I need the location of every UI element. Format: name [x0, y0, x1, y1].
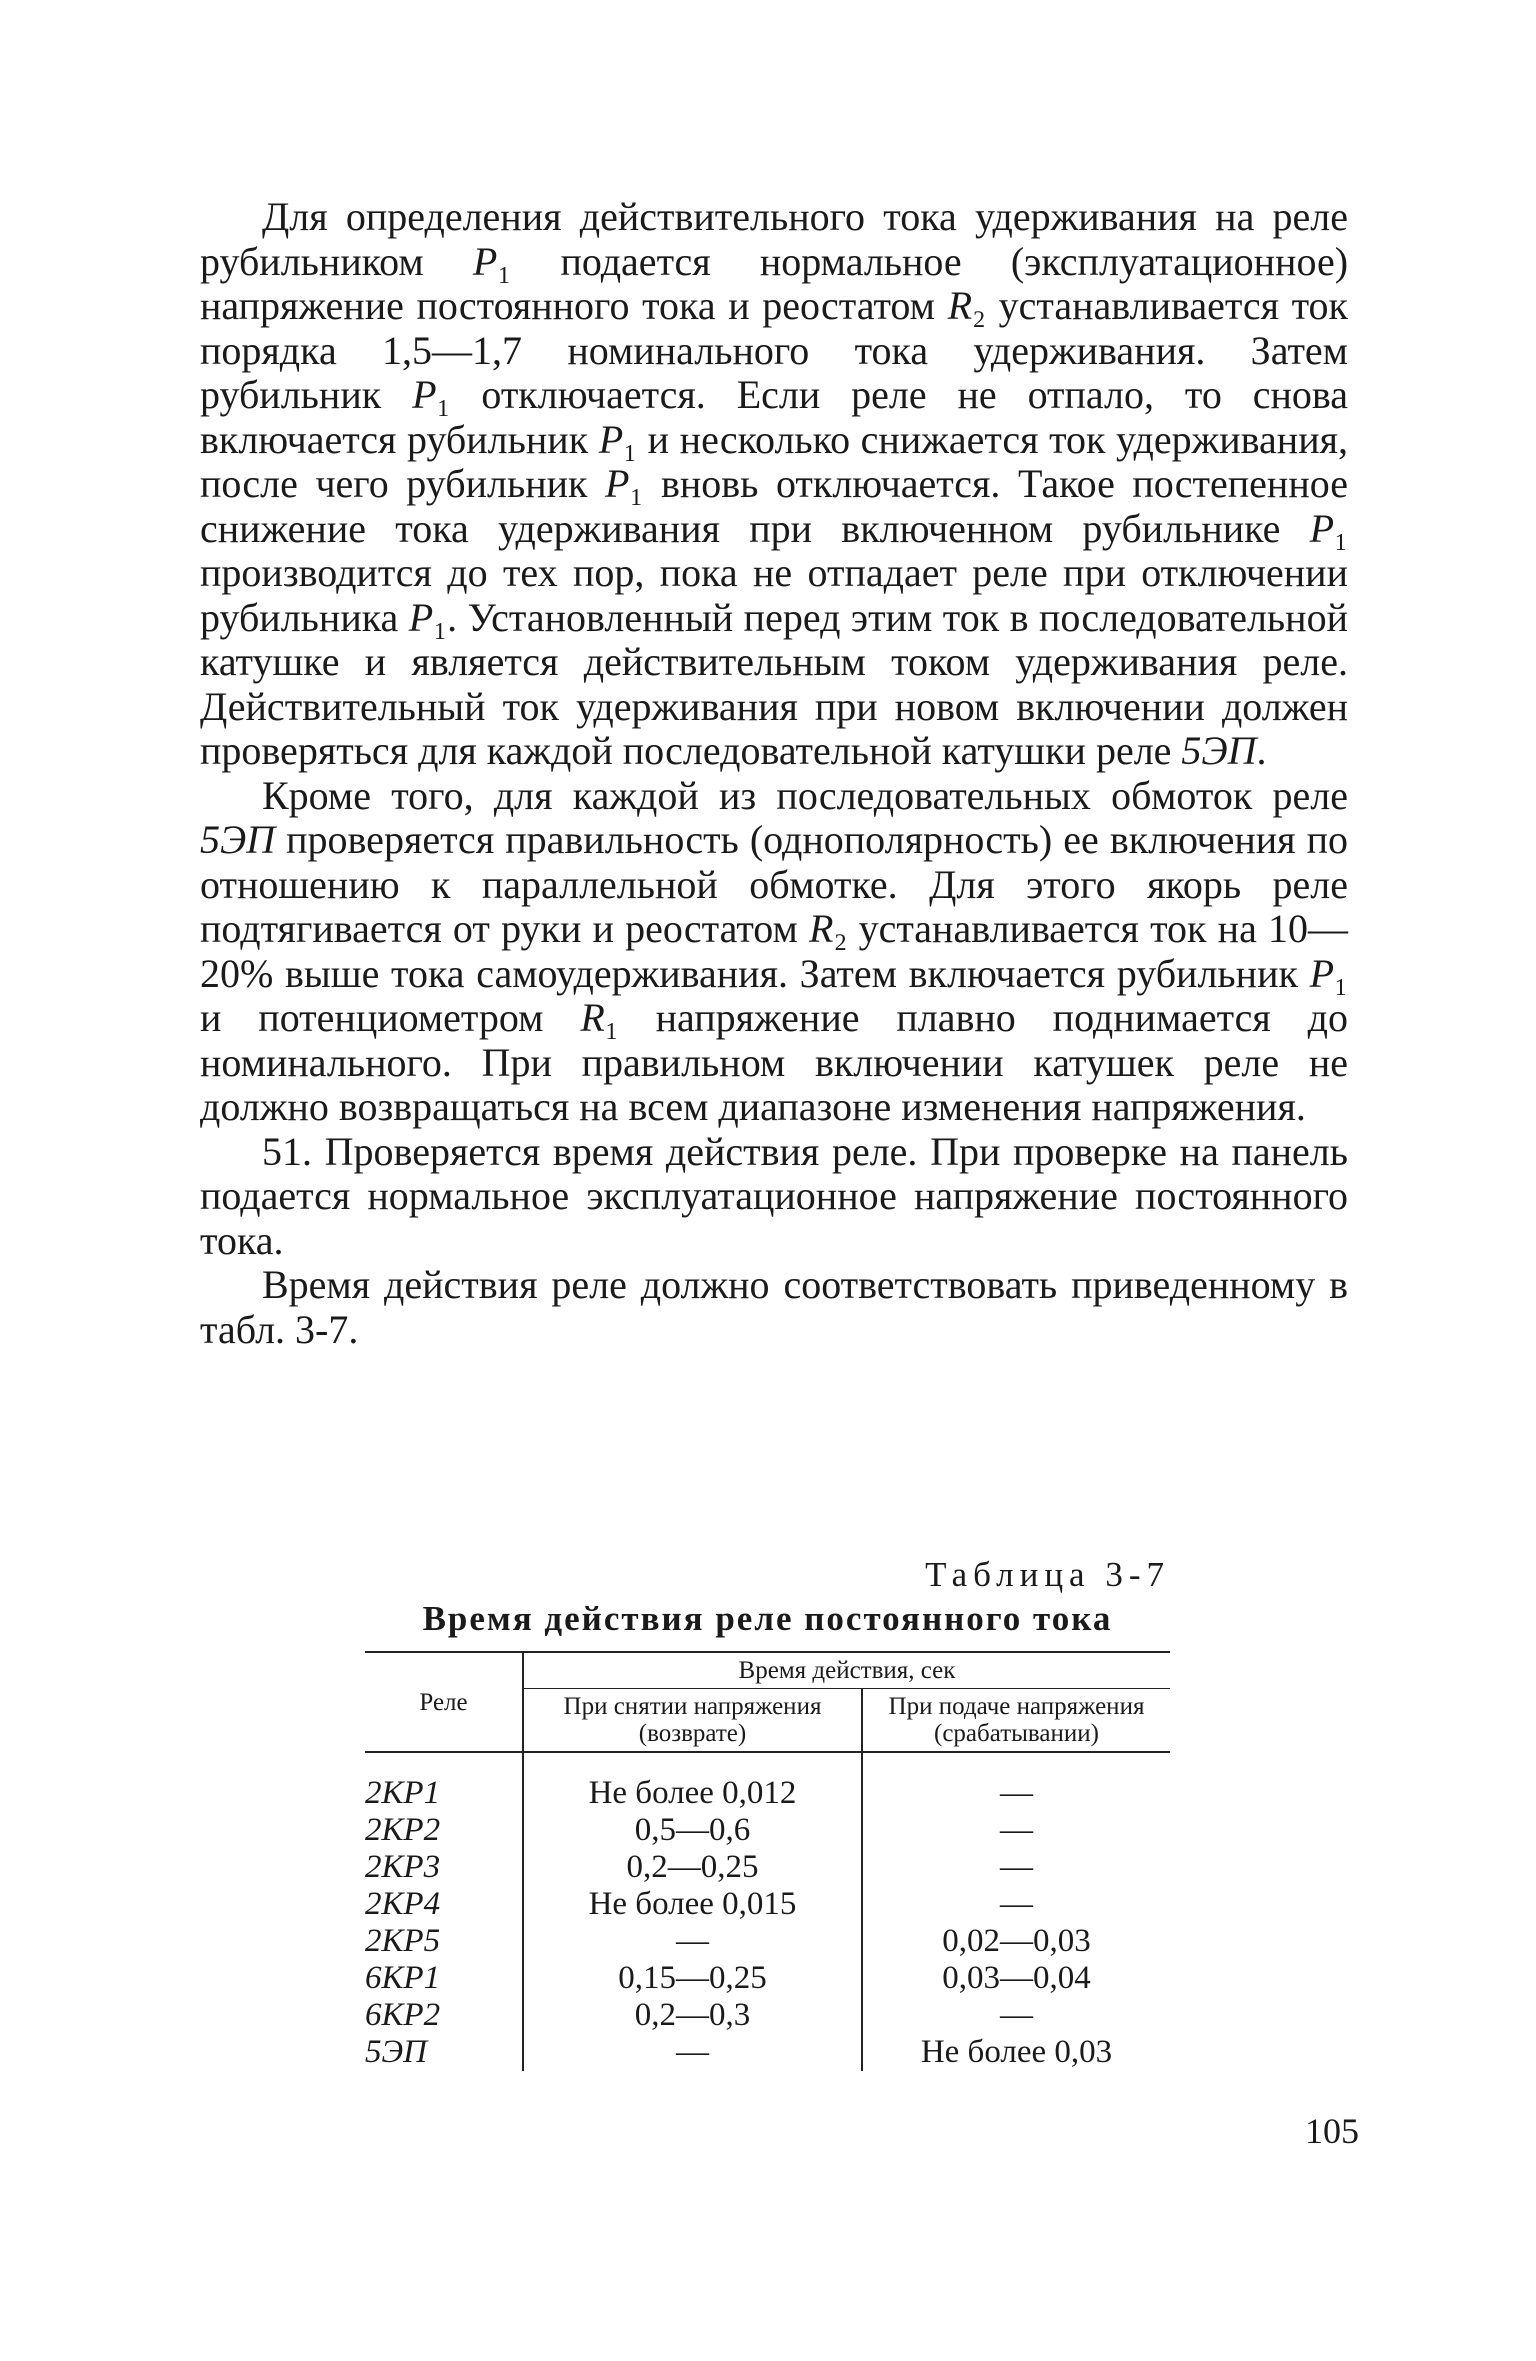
text-run: P: [412, 372, 437, 417]
text-run: Для определения действительного тока удерживания на реле рубильником: [200, 194, 1348, 284]
text-run: P: [598, 416, 624, 462]
cell-release: 0,15—0,25: [523, 1960, 862, 1997]
cell-operate: —: [862, 1812, 1170, 1849]
cell-relay: 6КР2: [365, 1997, 441, 2033]
table-row: [365, 1849, 1170, 1886]
table-number: Таблица 3-7: [925, 1555, 1170, 1594]
text-run: ₁ напряжение плавно поднимается до номинального. При правильном включении катушек реле не должно возвращаться на всем диапазоне изменения напряжения.: [200, 995, 1348, 1129]
column-header-group: Время действия, сек: [523, 1652, 1170, 1689]
table-3-7: [365, 1553, 1170, 2071]
text-run: R: [580, 995, 605, 1040]
column-header-release: При снятии напряжения (возврате): [523, 1689, 862, 1753]
cell-release: —: [523, 1923, 862, 1960]
cell-release: Не более 0,015: [523, 1886, 862, 1923]
text-run: Кроме того, для каждой из последовательных обмоток реле: [262, 772, 1348, 818]
text-run: .: [1256, 728, 1267, 773]
cell-operate: Не более 0,03: [862, 2034, 1170, 2071]
text-run: 51. Проверяется время действия реле. При проверке на панель подается нормальное эксплуатационное напряжение постоянного тока.: [200, 1128, 1348, 1263]
cell-relay: 2КР1: [365, 1775, 441, 1811]
text-run: P: [408, 594, 434, 640]
text-run: R: [947, 283, 973, 328]
table-row: [365, 1752, 1170, 1812]
table-row: [365, 1960, 1170, 1997]
column-header-operate: При подаче напряжения (срабатывании): [862, 1689, 1170, 1753]
table-title: Время действия реле постоянного тока: [422, 1599, 1113, 1638]
page-text: [200, 195, 1348, 1352]
table-row: [365, 2034, 1170, 2071]
cell-operate: —: [862, 1849, 1170, 1886]
text-run: ₁. Установленный перед этим ток в последовательной катушке и является действительным током удерживания реле. Действительный ток удерживания при новом включении должен проверяться для каждой последовательной катушки реле: [200, 594, 1348, 773]
cell-release: 0,2—0,3: [523, 1997, 862, 2034]
cell-relay: 2КР4: [365, 1886, 441, 1922]
table-row: [365, 1886, 1170, 1923]
page-number: 105: [1305, 2111, 1359, 2151]
cell-operate: 0,02—0,03: [862, 1923, 1170, 1960]
cell-relay: 2КР3: [365, 1849, 441, 1885]
paragraph-3: [200, 1130, 1348, 1264]
paragraph-4: [200, 1263, 1348, 1352]
cell-operate: —: [862, 1752, 1170, 1812]
paragraph-1: [200, 195, 1348, 774]
text-run: ₁ вновь отключается. Такое постепенное снижение тока удерживания при включенном рубильнике: [200, 461, 1348, 551]
cell-relay: 5ЭП: [365, 2034, 427, 2070]
cell-relay: 6КР1: [365, 1960, 441, 1996]
cell-relay: 2КР2: [365, 1812, 441, 1848]
cell-operate: —: [862, 1997, 1170, 2034]
column-header-relay: Реле: [365, 1652, 523, 1752]
paragraph-2: [200, 774, 1348, 1130]
text-run: ₁ производится до тех пор, пока не отпадает реле при отключении рубильника: [200, 505, 1348, 640]
table-row: [365, 1812, 1170, 1849]
text-run: ₁ подается нормальное (эксплуатационное) напряжение постоянного тока и реостатом: [200, 238, 1349, 328]
cell-release: 0,5—0,6: [523, 1812, 862, 1849]
relay-time-table: [365, 1651, 1170, 2071]
text-run: P: [605, 461, 630, 506]
text-run: 5ЭП: [1181, 728, 1257, 773]
table-row: [365, 1923, 1170, 1960]
text-run: ₁ отключается. Если реле не отпало, то снова включается рубильник: [200, 372, 1349, 462]
text-run: P: [1309, 950, 1335, 996]
text-run: P: [1309, 505, 1335, 551]
text-run: ₁ и несколько снижается ток удерживания, после чего рубильник: [200, 416, 1348, 506]
text-run: R: [809, 906, 834, 951]
cell-release: Не более 0,012: [523, 1752, 862, 1812]
cell-release: 0,2—0,25: [523, 1849, 862, 1886]
cell-relay: 2КР5: [365, 1923, 441, 1959]
table-row: [365, 1997, 1170, 2034]
cell-release: —: [523, 2034, 862, 2071]
text-run: ₂ устанавливается ток на 10—20% выше тока самоудерживания. Затем включается рубильник: [200, 906, 1349, 996]
text-run: ₂ устанавливается ток порядка 1,5—1,7 номинального тока удерживания. Затем рубильник: [200, 283, 1348, 417]
table-body: [365, 1752, 1170, 2071]
text-run: Время действия реле должно соответствовать приведенному в табл. 3-7.: [200, 1262, 1348, 1352]
cell-operate: 0,03—0,04: [862, 1960, 1170, 1997]
text-run: ₁ и потенциометром: [200, 950, 1348, 1040]
cell-operate: —: [862, 1886, 1170, 1923]
text-run: 5ЭП: [200, 817, 276, 862]
text-run: проверяется правильность (однополярность) ее включения по отношению к параллельной обмотке. Для этого якорь реле подтягивается от руки и реостатом: [200, 817, 1348, 951]
text-run: P: [472, 238, 498, 284]
